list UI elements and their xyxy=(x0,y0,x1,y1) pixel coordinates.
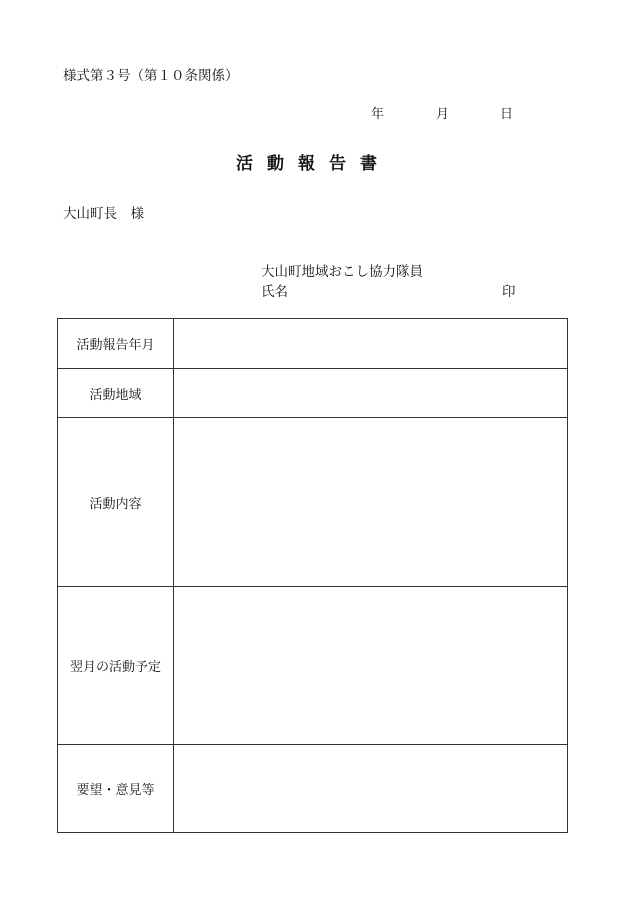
addressee: 大山町長 様 xyxy=(63,206,144,222)
reporter-name-label: 氏名 xyxy=(261,284,288,300)
row-label-next-month-plan: 翌月の活動予定 xyxy=(58,587,174,745)
date-day-label: 日 xyxy=(500,107,514,122)
row-label-activity-area: 活動地域 xyxy=(58,369,174,418)
table-row xyxy=(58,319,568,369)
report-month-field[interactable] xyxy=(174,319,568,369)
table-row xyxy=(58,418,568,587)
requests-opinions-field[interactable] xyxy=(174,745,568,833)
date-year-label: 年 xyxy=(371,107,385,122)
table-row xyxy=(58,745,568,833)
document-title: 活動報告書 xyxy=(236,154,391,174)
report-table xyxy=(57,318,568,833)
table-row xyxy=(58,587,568,745)
table-row xyxy=(58,369,568,418)
row-label-report-month: 活動報告年月 xyxy=(58,319,174,369)
form-number: 様式第３号（第１０条関係） xyxy=(63,68,239,84)
reporter-organization: 大山町地域おこし協力隊員 xyxy=(261,264,423,280)
seal-mark: 印 xyxy=(502,284,516,300)
activity-content-field[interactable] xyxy=(174,418,568,587)
activity-area-field[interactable] xyxy=(174,369,568,418)
date-month-label: 月 xyxy=(436,107,450,122)
next-month-plan-field[interactable] xyxy=(174,587,568,745)
row-label-activity-content: 活動内容 xyxy=(58,418,174,587)
row-label-requests-opinions: 要望・意見等 xyxy=(58,745,174,833)
